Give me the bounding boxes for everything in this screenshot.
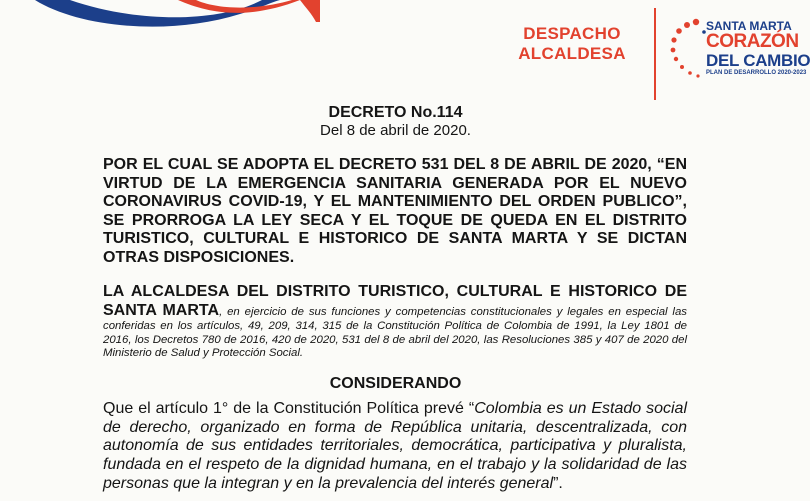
considerando-paragraph-1: [103, 400, 687, 494]
paragraph-end: ”.: [553, 474, 563, 492]
logo-text-city: SANTA MARTA: [706, 19, 792, 33]
authority-lead: LA ALCALDESA DEL DISTRITO TURISTICO, CULTURAL E HISTORICO DE SANTA MARTA: [103, 283, 687, 319]
office-line-1: DESPACHO: [523, 24, 621, 43]
decree-date: Del 8 de abril de 2020.: [320, 122, 471, 139]
constitution-quote: Colombia es un Estado social de derecho, organizado en forma de República unitaria, descentralizada, con autonomía de sus entidades territoriales, democrática, participativa y pluralista, fundada en el respeto de la dignidad humana, en el trabajo y la solidaridad de las personas que la integran y en la prevalencia del interés general: [103, 400, 688, 492]
decree-number: DECRETO No.114: [328, 104, 463, 121]
office-name: [498, 24, 646, 64]
logo-text-plan: PLAN DE DESARROLLO 2020-2023: [706, 70, 807, 76]
logo-text-change: DEL CAMBIO: [706, 51, 810, 70]
paragraph-intro: Que el artículo 1° de la Constitución Política prevé “: [103, 400, 475, 417]
logo-text-heart: CORAZÓN: [706, 31, 799, 52]
santa-marta-logo: [666, 14, 810, 84]
header-swoosh-decoration: [0, 0, 320, 60]
office-line-2: ALCALDESA: [518, 44, 626, 63]
considerando-heading: CONSIDERANDO: [329, 375, 462, 392]
authority-body: , en ejercicio de sus funciones y competencias constitucionales y legales en especial las conferidas en los artículos, 49, 209, 314, 315 de la Constitución Política de Colombia de 1991, la Ley 1801 de 2016, los Decretos 780 de 2016, 420 de 2020, 531 del 8 de abril del 2020, las Resoluciones 385 y 407 de 2020 del Ministerio de Salud y Protección Social.: [103, 305, 687, 360]
authority-paragraph: [103, 283, 687, 361]
decree-subject: POR EL CUAL SE ADOPTA EL DECRETO 531 DEL 8 DE ABRIL DE 2020, “EN VIRTUD DE LA EMERGENCIA SANITARIA GENERADA POR EL NUEVO CORONAVIRUS COVID-19, Y EL MANTENIMIENTO DEL ORDEN PUBLICO”, SE PRORROGA LA LEY SECA Y EL TOQUE DE QUEDA EN EL DISTRITO TURISTICO, CULTURAL E HISTORICO DE SANTA MARTA Y SE DICTAN OTRAS DISPOSICIONES.: [103, 156, 687, 266]
header-divider: [654, 8, 656, 100]
